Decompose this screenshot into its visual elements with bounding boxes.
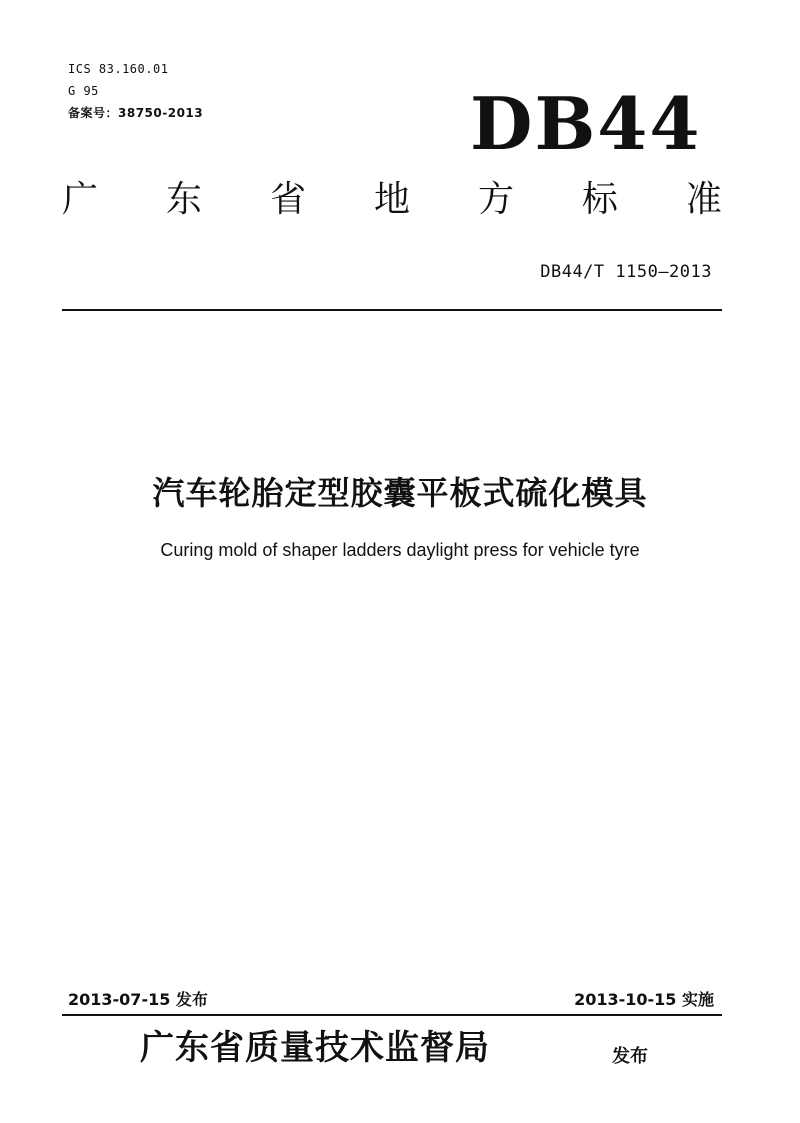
header-divider: [62, 309, 722, 311]
standard-type-char: 方: [477, 179, 514, 220]
db44-logo: DB44: [470, 81, 702, 166]
title-chinese: 汽车轮胎定型胶囊平板式硫化模具: [152, 474, 648, 512]
issuer-name: 广东省质量技术监督局: [140, 1028, 490, 1068]
standard-type-char: 标: [581, 179, 618, 220]
classification-code: G 95: [68, 84, 99, 98]
footer-divider: [62, 1014, 722, 1016]
ics-code: ICS 83.160.01: [68, 62, 169, 76]
publish-date: 2013-07-15 发布: [68, 990, 208, 1009]
standard-code: DB44/T 1150—2013: [540, 262, 712, 282]
standard-type-heading: [62, 179, 722, 220]
implement-date: 2013-10-15 实施: [574, 990, 714, 1009]
issuer-suffix: 发布: [612, 1046, 648, 1067]
filing-number: 备案号：38750-2013: [68, 106, 204, 120]
standard-type-char: 地: [373, 179, 410, 220]
standard-type-char: 省: [269, 179, 306, 220]
standard-type-char: 东: [165, 179, 202, 220]
standard-type-char: 广: [62, 179, 99, 220]
standard-type-char: 准: [685, 179, 722, 220]
title-english: Curing mold of shaper ladders daylight press for vehicle tyre: [160, 540, 640, 560]
